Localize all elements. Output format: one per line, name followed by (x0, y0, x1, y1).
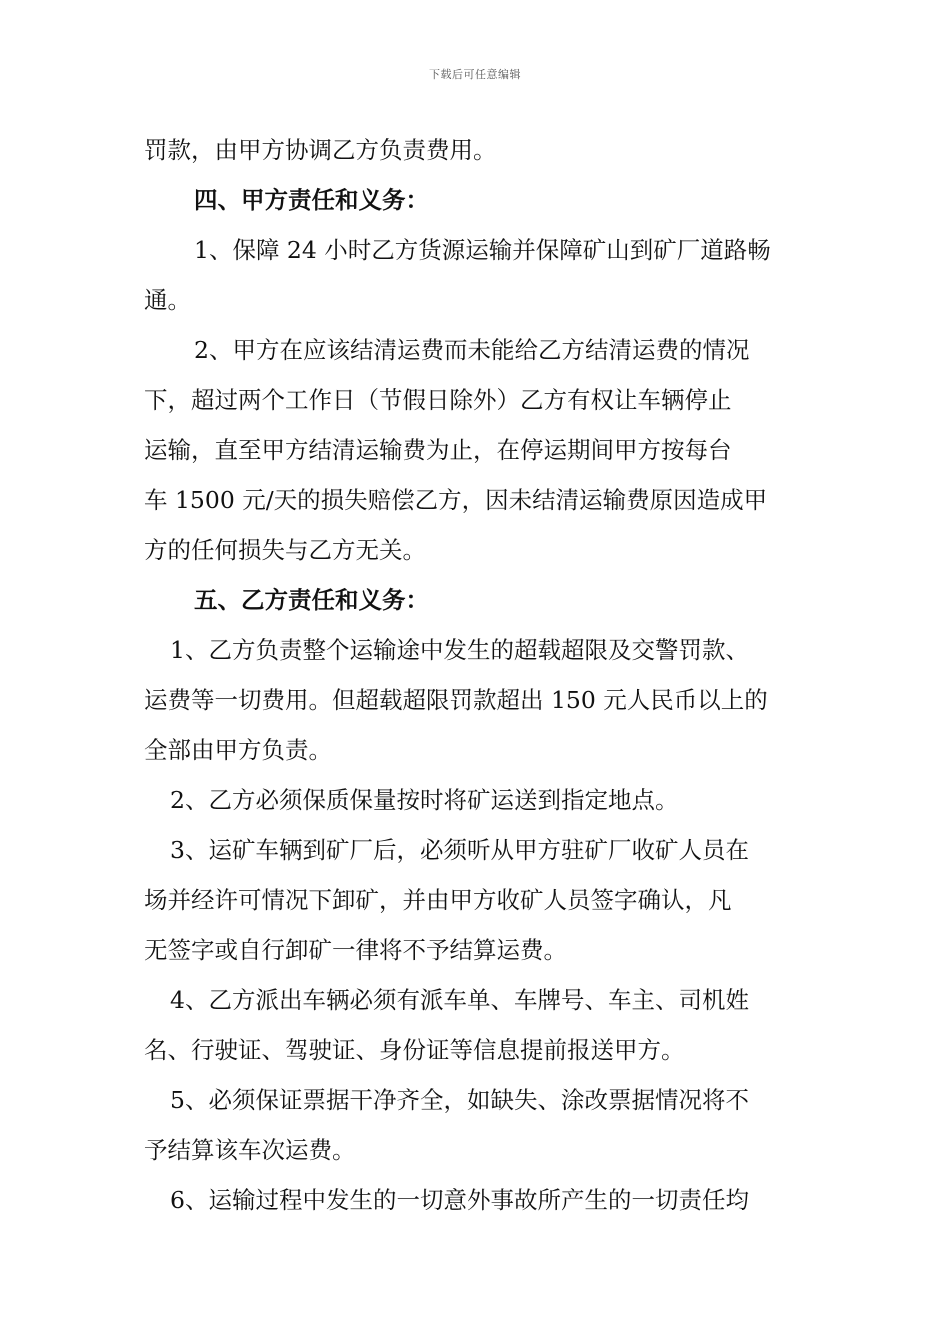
paragraph-line: 通。 (144, 286, 191, 314)
paragraph-line: 1、乙方负责整个运输途中发生的超载超限及交警罚款、 (170, 636, 749, 664)
paragraph-line: 5、必须保证票据干净齐全，如缺失、涂改票据情况将不 (170, 1086, 749, 1114)
section-heading: 四、甲方责任和义务： (194, 186, 429, 214)
paragraph-line: 3、运矿车辆到矿厂后，必须听从甲方驻矿厂收矿人员在 (170, 836, 749, 864)
paragraph-line: 2、甲方在应该结清运费而未能给乙方结清运费的情况 (194, 336, 750, 364)
paragraph-line: 车 1500 元/天的损失赔偿乙方，因未结清运输费原因造成甲 (144, 486, 768, 514)
paragraph-line: 罚款，由甲方协调乙方负责费用。 (144, 136, 497, 164)
paragraph-line: 予结算该车次运费。 (144, 1136, 356, 1164)
paragraph-line: 1、保障 24 小时乙方货源运输并保障矿山到矿厂道路畅 (194, 236, 771, 264)
paragraph-line: 运输，直至甲方结清运输费为止，在停运期间甲方按每台 (144, 436, 732, 464)
paragraph-line: 下，超过两个工作日（节假日除外）乙方有权让车辆停止 (144, 386, 732, 414)
paragraph-line: 全部由甲方负责。 (144, 736, 332, 764)
paragraph-line: 名、行驶证、驾驶证、身份证等信息提前报送甲方。 (144, 1036, 685, 1064)
paragraph-line: 2、乙方必须保质保量按时将矿运送到指定地点。 (170, 786, 679, 814)
paragraph-line: 运费等一切费用。但超载超限罚款超出 150 元人民币以上的 (144, 686, 768, 714)
paragraph-line: 4、乙方派出车辆必须有派车单、车牌号、车主、司机姓 (170, 986, 749, 1014)
paragraph-line: 场并经许可情况下卸矿，并由甲方收矿人员签字确认，凡 (144, 886, 732, 914)
paragraph-line: 方的任何损失与乙方无关。 (144, 536, 426, 564)
paragraph-line: 无签字或自行卸矿一律将不予结算运费。 (144, 936, 567, 964)
section-heading: 五、乙方责任和义务： (194, 586, 429, 614)
paragraph-line: 6、运输过程中发生的一切意外事故所产生的一切责任均 (170, 1186, 749, 1214)
page-header-note: 下载后可任意编辑 (429, 68, 521, 81)
